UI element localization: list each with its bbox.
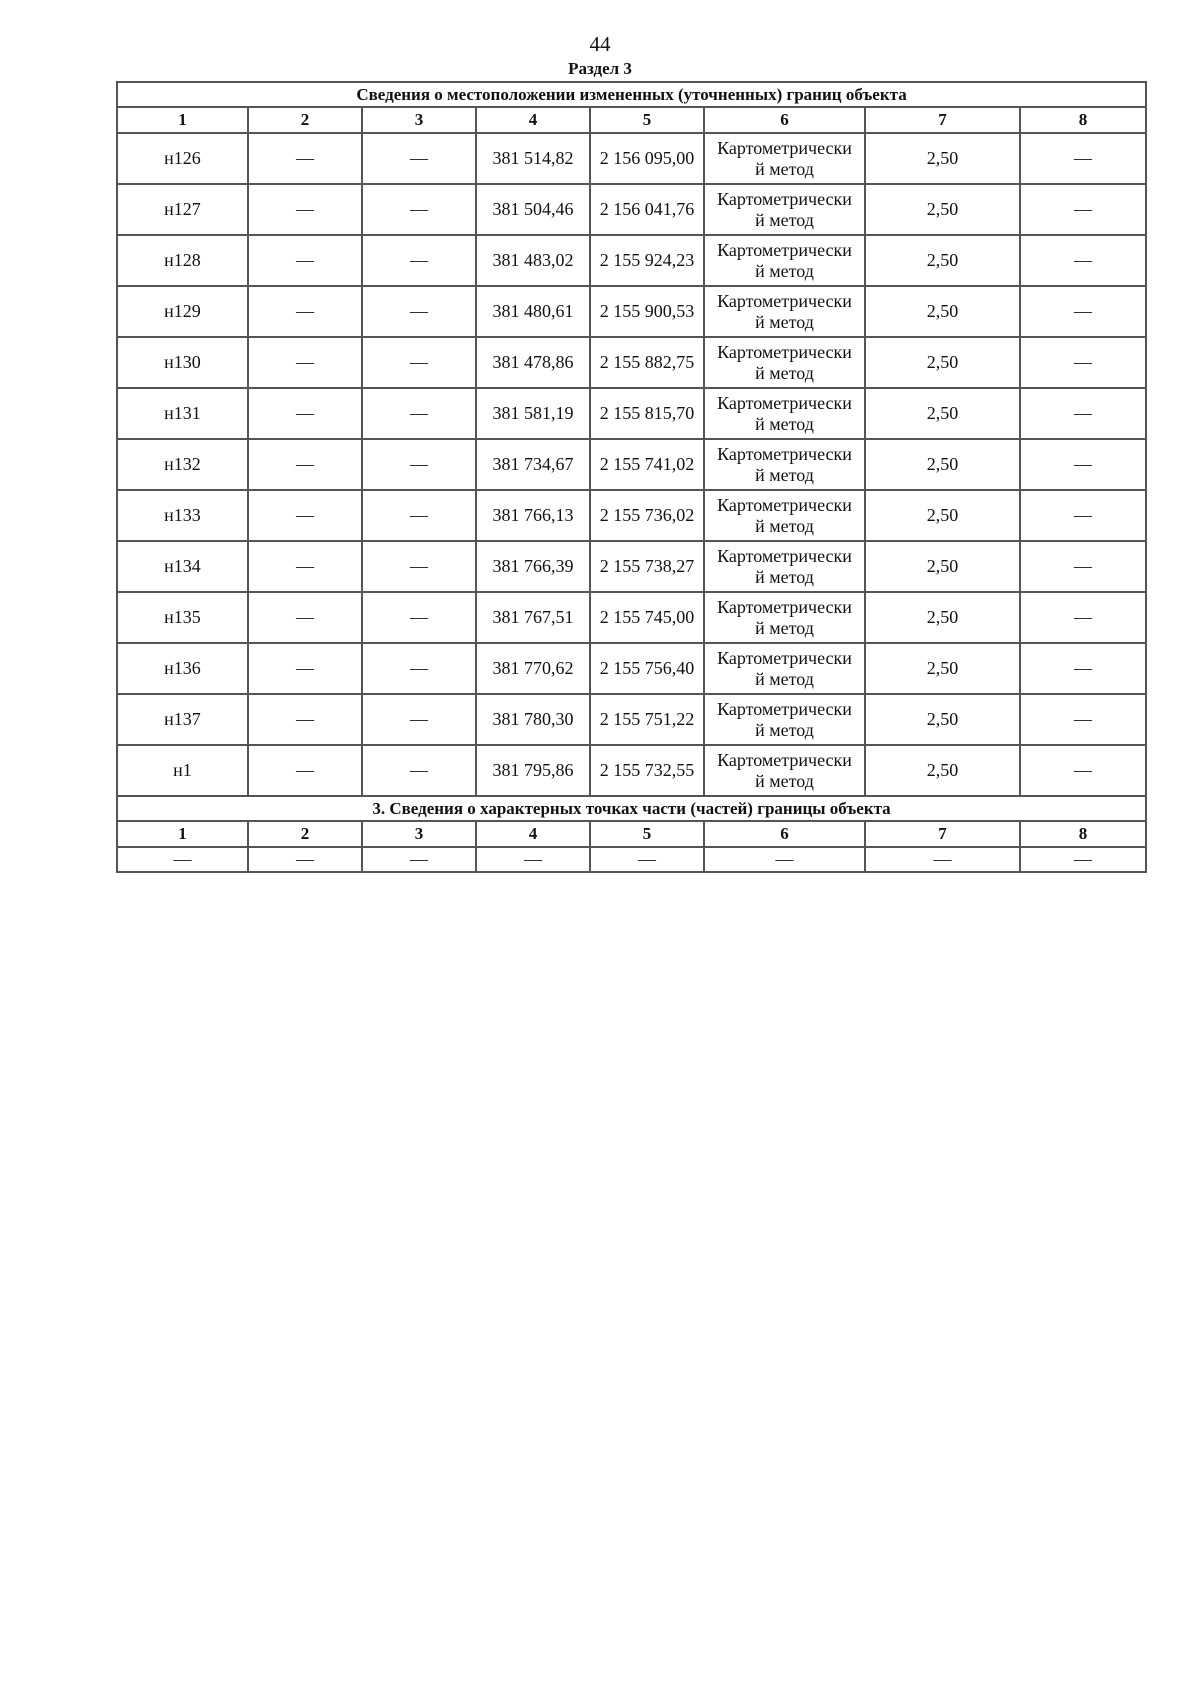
x-coordinate-cell: 381 766,13 xyxy=(476,490,590,541)
method-cell xyxy=(704,286,865,337)
accuracy-cell: 2,50 xyxy=(865,388,1020,439)
accuracy-cell: 2,50 xyxy=(865,592,1020,643)
accuracy-cell: 2,50 xyxy=(865,286,1020,337)
table-cell: — xyxy=(248,847,362,872)
column-header: 7 xyxy=(865,821,1020,847)
table-cell: — xyxy=(248,541,362,592)
method-line: й метод xyxy=(755,362,814,383)
point-id-cell: н129 xyxy=(117,286,248,337)
table-cell: — xyxy=(1020,592,1146,643)
boundary-coordinates-table xyxy=(116,81,1147,873)
table-cell: — xyxy=(248,694,362,745)
y-coordinate-cell: 2 155 924,23 xyxy=(590,235,704,286)
method-cell xyxy=(704,643,865,694)
table-cell: — xyxy=(1020,235,1146,286)
table-cell: — xyxy=(1020,184,1146,235)
table-cell: — xyxy=(248,184,362,235)
method-cell xyxy=(704,439,865,490)
table-cell: — xyxy=(362,439,476,490)
method-line: й метод xyxy=(755,617,814,638)
table-cell: — xyxy=(362,133,476,184)
x-coordinate-cell: 381 514,82 xyxy=(476,133,590,184)
method-line: Картометрически xyxy=(717,545,852,566)
table-row xyxy=(117,643,1146,694)
y-coordinate-cell: 2 155 745,00 xyxy=(590,592,704,643)
table-cell: — xyxy=(362,490,476,541)
x-coordinate-cell: 381 504,46 xyxy=(476,184,590,235)
point-id-cell: н137 xyxy=(117,694,248,745)
table-caption: Сведения о местоположении измененных (уточненных) границ объекта xyxy=(117,82,1146,107)
method-line: Картометрически xyxy=(717,392,852,413)
x-coordinate-cell: 381 581,19 xyxy=(476,388,590,439)
column-header: 2 xyxy=(248,821,362,847)
table-cell: — xyxy=(704,847,865,872)
method-cell xyxy=(704,541,865,592)
x-coordinate-cell: 381 770,62 xyxy=(476,643,590,694)
table-cell: — xyxy=(362,592,476,643)
y-coordinate-cell: 2 155 882,75 xyxy=(590,337,704,388)
table-cell: — xyxy=(1020,541,1146,592)
point-id-cell: н133 xyxy=(117,490,248,541)
table-cell: — xyxy=(248,643,362,694)
accuracy-cell: 2,50 xyxy=(865,694,1020,745)
table-cell: — xyxy=(1020,439,1146,490)
method-line: Картометрически xyxy=(717,443,852,464)
table-body xyxy=(117,82,1146,872)
method-line: й метод xyxy=(755,515,814,536)
table-row xyxy=(117,184,1146,235)
table-row xyxy=(117,133,1146,184)
y-coordinate-cell: 2 155 741,02 xyxy=(590,439,704,490)
method-line: Картометрически xyxy=(717,137,852,158)
table-cell: — xyxy=(362,388,476,439)
y-coordinate-cell: 2 155 736,02 xyxy=(590,490,704,541)
method-line: й метод xyxy=(755,464,814,485)
x-coordinate-cell: 381 483,02 xyxy=(476,235,590,286)
table-cell: — xyxy=(1020,133,1146,184)
column-header: 8 xyxy=(1020,821,1146,847)
method-cell xyxy=(704,745,865,796)
table-cell: — xyxy=(117,847,248,872)
column-header: 3 xyxy=(362,107,476,133)
y-coordinate-cell: 2 155 815,70 xyxy=(590,388,704,439)
accuracy-cell: 2,50 xyxy=(865,184,1020,235)
table-cell: — xyxy=(248,490,362,541)
table-cell: — xyxy=(362,745,476,796)
accuracy-cell: 2,50 xyxy=(865,643,1020,694)
parts-caption-row xyxy=(117,796,1146,821)
method-line: й метод xyxy=(755,311,814,332)
table-cell: — xyxy=(362,235,476,286)
y-coordinate-cell: 2 155 751,22 xyxy=(590,694,704,745)
column-header: 6 xyxy=(704,821,865,847)
column-header: 1 xyxy=(117,107,248,133)
method-line: й метод xyxy=(755,260,814,281)
parts-caption: 3. Сведения о характерных точках части (частей) границы объекта xyxy=(117,796,1146,821)
table-cell: — xyxy=(590,847,704,872)
method-line: Картометрически xyxy=(717,494,852,515)
method-line: Картометрически xyxy=(717,596,852,617)
table-cell: — xyxy=(248,286,362,337)
point-id-cell: н135 xyxy=(117,592,248,643)
parts-column-header-row xyxy=(117,821,1146,847)
table-row xyxy=(117,388,1146,439)
table-cell: — xyxy=(248,745,362,796)
table-cell: — xyxy=(1020,286,1146,337)
method-line: Картометрически xyxy=(717,290,852,311)
method-line: й метод xyxy=(755,413,814,434)
table-row xyxy=(117,490,1146,541)
table-row xyxy=(117,235,1146,286)
table-cell: — xyxy=(248,439,362,490)
column-header: 3 xyxy=(362,821,476,847)
table-cell: — xyxy=(1020,337,1146,388)
method-cell xyxy=(704,337,865,388)
accuracy-cell: 2,50 xyxy=(865,133,1020,184)
y-coordinate-cell: 2 155 738,27 xyxy=(590,541,704,592)
column-header: 6 xyxy=(704,107,865,133)
x-coordinate-cell: 381 780,30 xyxy=(476,694,590,745)
table-cell: — xyxy=(362,847,476,872)
point-id-cell: н128 xyxy=(117,235,248,286)
section-title: Раздел 3 xyxy=(568,59,632,78)
method-line: Картометрически xyxy=(717,188,852,209)
table-row xyxy=(117,286,1146,337)
table-cell: — xyxy=(248,235,362,286)
method-cell xyxy=(704,490,865,541)
x-coordinate-cell: 381 766,39 xyxy=(476,541,590,592)
method-line: Картометрически xyxy=(717,341,852,362)
table-cell: — xyxy=(362,337,476,388)
method-line: й метод xyxy=(755,770,814,791)
table-cell: — xyxy=(362,541,476,592)
column-header: 5 xyxy=(590,821,704,847)
x-coordinate-cell: 381 734,67 xyxy=(476,439,590,490)
point-id-cell: н136 xyxy=(117,643,248,694)
x-coordinate-cell: 381 478,86 xyxy=(476,337,590,388)
point-id-cell: н126 xyxy=(117,133,248,184)
accuracy-cell: 2,50 xyxy=(865,745,1020,796)
accuracy-cell: 2,50 xyxy=(865,541,1020,592)
table-row xyxy=(117,745,1146,796)
x-coordinate-cell: 381 767,51 xyxy=(476,592,590,643)
table-row xyxy=(117,337,1146,388)
method-cell xyxy=(704,592,865,643)
column-header: 4 xyxy=(476,107,590,133)
column-header: 5 xyxy=(590,107,704,133)
table-cell: — xyxy=(1020,847,1146,872)
method-cell xyxy=(704,694,865,745)
y-coordinate-cell: 2 155 756,40 xyxy=(590,643,704,694)
method-line: й метод xyxy=(755,566,814,587)
table-cell: — xyxy=(362,643,476,694)
table-caption-row xyxy=(117,82,1146,107)
y-coordinate-cell: 2 155 900,53 xyxy=(590,286,704,337)
table-cell: — xyxy=(248,133,362,184)
x-coordinate-cell: 381 795,86 xyxy=(476,745,590,796)
x-coordinate-cell: 381 480,61 xyxy=(476,286,590,337)
point-id-cell: н134 xyxy=(117,541,248,592)
method-line: й метод xyxy=(755,719,814,740)
table-cell: — xyxy=(248,592,362,643)
accuracy-cell: 2,50 xyxy=(865,235,1020,286)
method-line: Картометрически xyxy=(717,749,852,770)
y-coordinate-cell: 2 156 095,00 xyxy=(590,133,704,184)
accuracy-cell: 2,50 xyxy=(865,337,1020,388)
point-id-cell: н1 xyxy=(117,745,248,796)
y-coordinate-cell: 2 155 732,55 xyxy=(590,745,704,796)
table-cell: — xyxy=(362,184,476,235)
method-cell xyxy=(704,388,865,439)
table-row xyxy=(117,847,1146,872)
method-line: й метод xyxy=(755,668,814,689)
point-id-cell: н132 xyxy=(117,439,248,490)
column-header-row xyxy=(117,107,1146,133)
column-header: 2 xyxy=(248,107,362,133)
method-line: Картометрически xyxy=(717,647,852,668)
table-cell: — xyxy=(476,847,590,872)
method-line: й метод xyxy=(755,209,814,230)
method-line: Картометрически xyxy=(717,698,852,719)
table-cell: — xyxy=(248,388,362,439)
table-cell: — xyxy=(1020,643,1146,694)
table-cell: — xyxy=(1020,388,1146,439)
table-row xyxy=(117,439,1146,490)
column-header: 1 xyxy=(117,821,248,847)
y-coordinate-cell: 2 156 041,76 xyxy=(590,184,704,235)
table-cell: — xyxy=(1020,745,1146,796)
table-cell: — xyxy=(1020,490,1146,541)
page-number: 44 xyxy=(589,32,611,56)
method-line: Картометрически xyxy=(717,239,852,260)
table-cell: — xyxy=(362,286,476,337)
table-cell: — xyxy=(865,847,1020,872)
accuracy-cell: 2,50 xyxy=(865,490,1020,541)
column-header: 8 xyxy=(1020,107,1146,133)
method-cell xyxy=(704,133,865,184)
table-cell: — xyxy=(362,694,476,745)
table-cell: — xyxy=(1020,694,1146,745)
table-row xyxy=(117,694,1146,745)
table-row xyxy=(117,592,1146,643)
method-cell xyxy=(704,235,865,286)
point-id-cell: н131 xyxy=(117,388,248,439)
table-row xyxy=(117,541,1146,592)
method-line: й метод xyxy=(755,158,814,179)
point-id-cell: н127 xyxy=(117,184,248,235)
accuracy-cell: 2,50 xyxy=(865,439,1020,490)
column-header: 7 xyxy=(865,107,1020,133)
table-cell: — xyxy=(248,337,362,388)
column-header: 4 xyxy=(476,821,590,847)
method-cell xyxy=(704,184,865,235)
point-id-cell: н130 xyxy=(117,337,248,388)
